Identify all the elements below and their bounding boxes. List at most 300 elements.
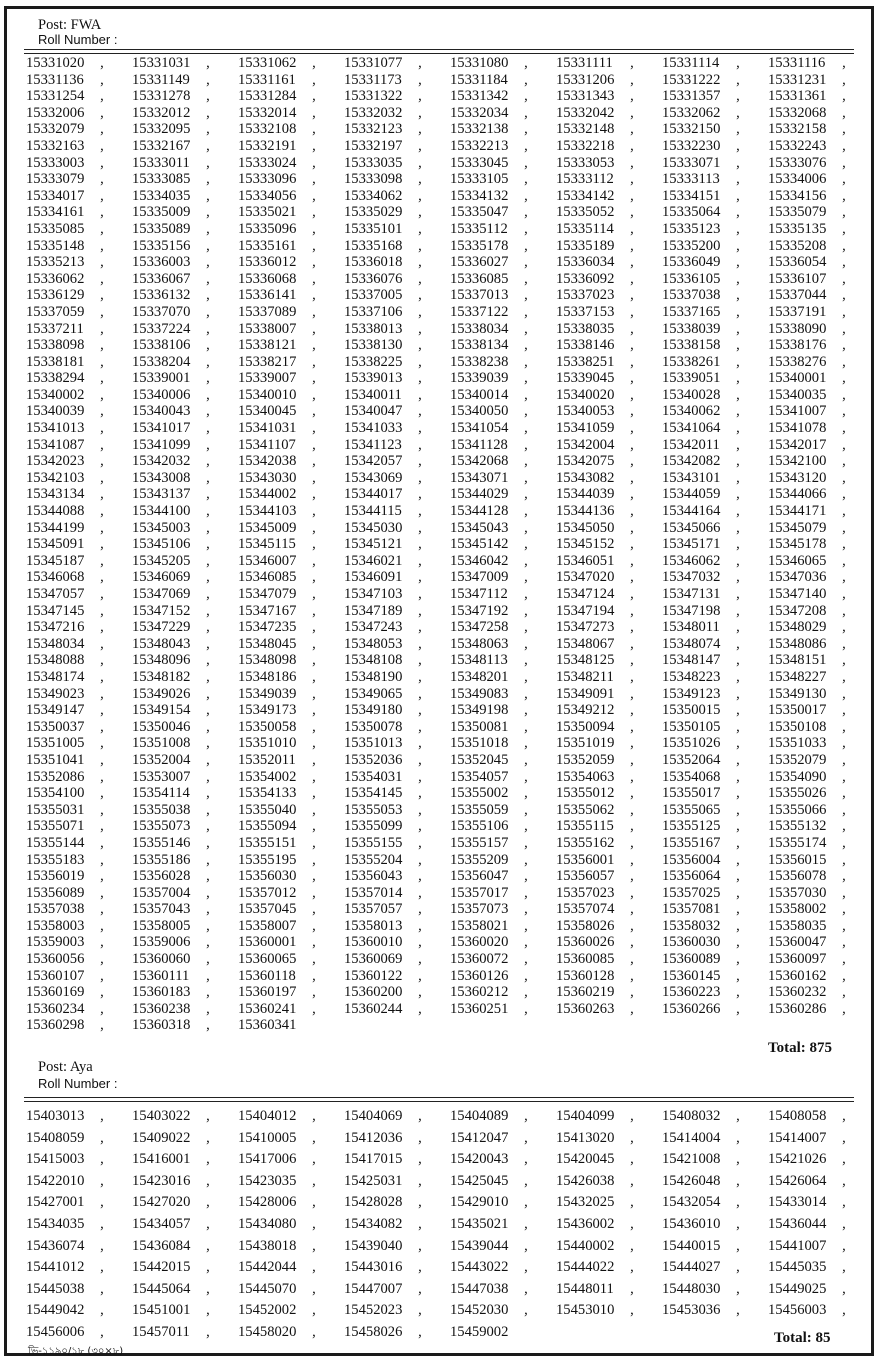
roll-number: 15343137 — [132, 486, 191, 503]
roll-number: 15360060 — [132, 951, 191, 968]
roll-number: 15442044 — [238, 1259, 297, 1276]
roll-number: 15348011 — [662, 619, 720, 636]
roll-row — [26, 802, 874, 819]
roll-number-cell — [556, 652, 662, 669]
roll-number-cell — [26, 968, 132, 985]
roll-number: 15352036 — [344, 751, 403, 768]
roll-number-cell — [450, 934, 556, 951]
roll-number-cell — [344, 619, 450, 636]
separator-comma: , — [630, 619, 634, 636]
roll-number: 15349154 — [132, 702, 191, 719]
roll-number: 15348113 — [450, 652, 508, 669]
roll-number: 15345205 — [132, 552, 191, 569]
roll-number-cell — [26, 105, 132, 122]
roll-number: 15349026 — [132, 685, 191, 702]
roll-number-cell — [132, 520, 238, 537]
roll-number: 15357025 — [662, 884, 721, 901]
roll-number-cell — [768, 735, 874, 752]
roll-row — [26, 72, 874, 89]
roll-number-cell — [132, 553, 238, 570]
separator-comma: , — [842, 751, 846, 768]
roll-number-cell — [768, 951, 874, 968]
separator-comma: , — [842, 652, 846, 669]
roll-number: 15360212 — [450, 984, 509, 1001]
roll-number: 15352086 — [26, 768, 85, 785]
post-title-aya: Post: Aya — [38, 1059, 93, 1075]
roll-number: 15333076 — [768, 154, 827, 171]
roll-row — [26, 254, 874, 271]
roll-number-cell — [26, 553, 132, 570]
roll-number: 15342075 — [556, 453, 615, 470]
separator-comma: , — [206, 602, 210, 619]
separator-comma: , — [842, 1108, 846, 1124]
roll-number: 15357057 — [344, 901, 403, 918]
roll-number: 15360089 — [662, 951, 721, 968]
roll-number: 15345187 — [26, 552, 85, 569]
roll-number-cell — [132, 88, 238, 105]
roll-number-cell — [26, 370, 132, 387]
roll-number-cell — [26, 486, 132, 503]
roll-number-cell — [450, 171, 556, 188]
roll-number: 15439040 — [344, 1237, 403, 1254]
roll-number: 15355066 — [768, 801, 827, 818]
separator-comma: , — [630, 602, 634, 619]
roll-number-cell — [26, 337, 132, 354]
roll-number: 15348074 — [662, 635, 721, 652]
roll-row — [26, 1001, 874, 1018]
separator-comma: , — [100, 569, 104, 586]
separator-comma: , — [312, 1302, 316, 1319]
roll-row — [26, 105, 874, 122]
roll-number-cell — [768, 72, 874, 89]
separator-comma: , — [100, 320, 104, 337]
roll-number: 15439044 — [450, 1237, 509, 1254]
separator-comma: , — [630, 1259, 634, 1276]
roll-number-cell — [238, 802, 344, 819]
roll-number: 15347235 — [238, 619, 297, 636]
roll-number: 15404069 — [344, 1108, 403, 1124]
roll-number-cell — [344, 453, 450, 470]
roll-number: 15445038 — [26, 1280, 85, 1297]
separator-comma: , — [736, 420, 740, 437]
separator-comma: , — [100, 154, 104, 171]
separator-comma: , — [206, 1237, 210, 1254]
roll-number: 15453036 — [662, 1302, 721, 1319]
separator-comma: , — [418, 320, 422, 337]
roll-number-cell — [450, 1171, 556, 1193]
separator-comma: , — [418, 370, 422, 387]
roll-number-cell — [556, 536, 662, 553]
separator-comma: , — [842, 171, 846, 188]
separator-comma: , — [736, 353, 740, 370]
separator-comma: , — [100, 386, 104, 403]
roll-number-cell — [662, 105, 768, 122]
roll-number: 15332062 — [662, 104, 721, 121]
roll-number: 15342017 — [768, 436, 827, 453]
roll-number-cell — [132, 1128, 238, 1150]
roll-number: 15355099 — [344, 818, 403, 835]
separator-comma: , — [524, 486, 528, 503]
roll-number-cell — [450, 420, 556, 437]
roll-number: 15409022 — [132, 1129, 191, 1146]
separator-comma: , — [736, 469, 740, 486]
roll-number-cell — [450, 901, 556, 918]
roll-number: 15436044 — [768, 1215, 827, 1232]
separator-comma: , — [524, 917, 528, 934]
roll-number: 15351041 — [26, 751, 85, 768]
roll-number-cell — [450, 437, 556, 454]
separator-comma: , — [524, 884, 528, 901]
roll-number: 15346021 — [344, 552, 403, 569]
separator-comma: , — [100, 868, 104, 885]
roll-number: 15355195 — [238, 851, 297, 868]
roll-number-cell — [132, 486, 238, 503]
roll-number: 15355002 — [450, 785, 509, 802]
separator-comma: , — [630, 171, 634, 188]
roll-number: 15335047 — [450, 204, 509, 221]
roll-number: 15347189 — [344, 602, 403, 619]
roll-number-cell — [132, 254, 238, 271]
roll-number: 15345043 — [450, 519, 509, 536]
roll-number: 15332006 — [26, 104, 85, 121]
roll-number: 15332095 — [132, 121, 191, 138]
separator-comma: , — [312, 337, 316, 354]
separator-comma: , — [842, 303, 846, 320]
separator-comma: , — [736, 370, 740, 387]
separator-comma: , — [842, 967, 846, 984]
roll-number-cell — [132, 652, 238, 669]
roll-number-cell — [662, 138, 768, 155]
roll-number: 15442015 — [132, 1259, 191, 1276]
separator-comma: , — [524, 586, 528, 602]
roll-number-cell — [768, 503, 874, 520]
roll-number-cell — [556, 686, 662, 703]
roll-number: 15360065 — [238, 951, 297, 968]
separator-comma: , — [736, 503, 740, 520]
separator-comma: , — [630, 884, 634, 901]
separator-comma: , — [418, 1259, 422, 1276]
roll-number-cell — [26, 470, 132, 487]
roll-number-cell — [662, 619, 768, 636]
roll-number: 15347152 — [132, 602, 191, 619]
separator-comma: , — [842, 818, 846, 835]
roll-number: 15356064 — [662, 868, 721, 885]
roll-number-cell — [238, 453, 344, 470]
roll-number: 15360107 — [26, 967, 85, 984]
roll-number-cell — [556, 868, 662, 885]
separator-comma: , — [206, 353, 210, 370]
roll-number: 15347103 — [344, 586, 403, 602]
roll-number: 15417015 — [344, 1151, 403, 1168]
separator-comma: , — [524, 735, 528, 752]
roll-number-cell — [238, 88, 344, 105]
roll-number-cell — [768, 1171, 874, 1193]
separator-comma: , — [206, 104, 210, 121]
separator-comma: , — [206, 1302, 210, 1319]
roll-number: 15449025 — [768, 1280, 827, 1297]
roll-number-cell — [450, 503, 556, 520]
roll-number-cell — [662, 553, 768, 570]
roll-number-cell — [26, 785, 132, 802]
roll-row — [26, 918, 874, 935]
roll-number-cell — [768, 669, 874, 686]
divider-line — [24, 53, 854, 54]
roll-number: 15453010 — [556, 1302, 615, 1319]
roll-number: 15417006 — [238, 1151, 297, 1168]
separator-comma: , — [100, 1302, 104, 1319]
roll-number: 15331342 — [450, 88, 509, 105]
roll-number: 15335213 — [26, 254, 85, 271]
roll-number-cell — [662, 669, 768, 686]
roll-number: 15349039 — [238, 685, 297, 702]
roll-number-cell — [768, 852, 874, 869]
roll-number-cell — [26, 204, 132, 221]
separator-comma: , — [100, 436, 104, 453]
roll-number-cell — [662, 1300, 768, 1322]
roll-number-cell — [556, 951, 662, 968]
roll-number: 15360111 — [132, 967, 190, 984]
roll-number: 15351018 — [450, 735, 509, 752]
roll-number-cell — [344, 1257, 450, 1279]
separator-comma: , — [312, 1172, 316, 1189]
roll-number: 15338276 — [768, 353, 827, 370]
roll-number: 15331278 — [132, 88, 191, 105]
roll-number: 15342032 — [132, 453, 191, 470]
roll-number: 15357030 — [768, 884, 827, 901]
roll-number: 15344059 — [662, 486, 721, 503]
roll-number: 15336012 — [238, 254, 297, 271]
separator-comma: , — [418, 519, 422, 536]
separator-comma: , — [100, 1108, 104, 1124]
roll-number: 15345142 — [450, 536, 509, 553]
roll-number-cell — [132, 536, 238, 553]
roll-number: 15358005 — [132, 917, 191, 934]
roll-number: 15338013 — [344, 320, 403, 337]
roll-number-cell — [662, 287, 768, 304]
roll-number-cell — [662, 702, 768, 719]
roll-number-cell — [768, 984, 874, 1001]
separator-comma: , — [524, 751, 528, 768]
roll-number-cell — [26, 1300, 132, 1322]
roll-number: 15426064 — [768, 1172, 827, 1189]
roll-number: 15347020 — [556, 569, 615, 586]
roll-number-cell — [344, 238, 450, 255]
separator-comma: , — [312, 320, 316, 337]
roll-number: 15342057 — [344, 453, 403, 470]
separator-comma: , — [312, 1280, 316, 1297]
roll-number-cell — [662, 752, 768, 769]
separator-comma: , — [524, 121, 528, 138]
roll-number-cell — [344, 868, 450, 885]
roll-number: 15331020 — [26, 55, 85, 71]
separator-comma: , — [418, 303, 422, 320]
separator-comma: , — [206, 851, 210, 868]
separator-comma: , — [630, 851, 634, 868]
separator-comma: , — [312, 1000, 316, 1017]
roll-number: 15337224 — [132, 320, 191, 337]
separator-comma: , — [100, 353, 104, 370]
roll-number-cell — [238, 885, 344, 902]
roll-number: 15339051 — [662, 370, 721, 387]
roll-number-cell — [768, 769, 874, 786]
separator-comma: , — [418, 1280, 422, 1297]
roll-number-cell — [344, 1322, 450, 1344]
roll-number-cell — [768, 702, 874, 719]
separator-comma: , — [842, 1237, 846, 1254]
roll-number-cell — [238, 321, 344, 338]
separator-comma: , — [524, 137, 528, 154]
separator-comma: , — [100, 1151, 104, 1168]
separator-comma: , — [312, 519, 316, 536]
roll-number-cell — [662, 901, 768, 918]
roll-number: 15344199 — [26, 519, 85, 536]
roll-number: 15349212 — [556, 702, 615, 719]
roll-number-cell — [768, 337, 874, 354]
separator-comma: , — [630, 237, 634, 254]
separator-comma: , — [630, 818, 634, 835]
roll-number-cell — [450, 271, 556, 288]
roll-number: 15331343 — [556, 88, 615, 105]
separator-comma: , — [842, 337, 846, 354]
roll-number-cell — [556, 370, 662, 387]
roll-number-cell — [556, 453, 662, 470]
roll-number-cell — [344, 354, 450, 371]
roll-number: 15334161 — [26, 204, 85, 221]
roll-number-cell — [662, 1257, 768, 1279]
roll-number: 15348088 — [26, 652, 85, 669]
roll-number-cell — [556, 918, 662, 935]
separator-comma: , — [312, 1237, 316, 1254]
roll-number: 15340028 — [662, 386, 721, 403]
roll-number-cell — [556, 486, 662, 503]
roll-number: 15340001 — [768, 370, 827, 387]
roll-number-cell — [662, 188, 768, 205]
separator-comma: , — [418, 785, 422, 802]
separator-comma: , — [418, 818, 422, 835]
separator-comma: , — [312, 386, 316, 403]
roll-number: 15331031 — [132, 55, 191, 71]
roll-number-cell — [238, 204, 344, 221]
roll-number-cell — [450, 1001, 556, 1018]
separator-comma: , — [524, 1280, 528, 1297]
roll-number: 15331077 — [344, 55, 403, 71]
roll-number: 15356078 — [768, 868, 827, 885]
separator-comma: , — [736, 1259, 740, 1276]
separator-comma: , — [312, 1151, 316, 1168]
roll-number-cell — [238, 287, 344, 304]
separator-comma: , — [206, 237, 210, 254]
roll-number: 15348029 — [768, 619, 827, 636]
separator-comma: , — [630, 702, 634, 719]
roll-number: 15345050 — [556, 519, 615, 536]
separator-comma: , — [736, 71, 740, 88]
roll-number: 15331080 — [450, 55, 509, 71]
roll-number-cell — [238, 354, 344, 371]
separator-comma: , — [206, 88, 210, 105]
roll-number-cell — [238, 271, 344, 288]
roll-row — [26, 271, 874, 288]
separator-comma: , — [842, 71, 846, 88]
separator-comma: , — [524, 453, 528, 470]
roll-number: 15358007 — [238, 917, 297, 934]
roll-number-cell — [662, 337, 768, 354]
roll-number-cell — [450, 1192, 556, 1214]
roll-number-cell — [556, 437, 662, 454]
separator-comma: , — [736, 88, 740, 105]
separator-comma: , — [842, 121, 846, 138]
roll-number: 15334056 — [238, 187, 297, 204]
roll-number: 15359006 — [132, 934, 191, 951]
separator-comma: , — [736, 1194, 740, 1211]
roll-number-cell — [556, 337, 662, 354]
roll-number-cell — [450, 72, 556, 89]
separator-comma: , — [206, 320, 210, 337]
roll-row — [26, 1128, 874, 1150]
roll-number-cell — [26, 387, 132, 404]
roll-number: 15347036 — [768, 569, 827, 586]
roll-number-cell — [132, 72, 238, 89]
roll-number: 15335064 — [662, 204, 721, 221]
roll-row — [26, 586, 874, 603]
roll-number: 15360001 — [238, 934, 297, 951]
roll-number: 15332191 — [238, 137, 297, 154]
separator-comma: , — [418, 254, 422, 271]
roll-row — [26, 752, 874, 769]
roll-number: 15360286 — [768, 1000, 827, 1017]
separator-comma: , — [206, 1280, 210, 1297]
roll-number: 15343008 — [132, 469, 191, 486]
roll-number: 15348098 — [238, 652, 297, 669]
separator-comma: , — [206, 1259, 210, 1276]
roll-number-cell — [132, 686, 238, 703]
roll-number-cell — [662, 1236, 768, 1258]
separator-comma: , — [100, 851, 104, 868]
separator-comma: , — [100, 801, 104, 818]
roll-number-cell — [26, 1279, 132, 1301]
separator-comma: , — [100, 1215, 104, 1232]
separator-comma: , — [418, 287, 422, 304]
separator-comma: , — [206, 469, 210, 486]
roll-number-cell — [662, 785, 768, 802]
roll-row — [26, 171, 874, 188]
roll-number-cell — [556, 470, 662, 487]
roll-row — [26, 420, 874, 437]
roll-number: 15358021 — [450, 917, 509, 934]
separator-comma: , — [418, 453, 422, 470]
separator-comma: , — [524, 370, 528, 387]
separator-comma: , — [524, 1237, 528, 1254]
roll-number: 15440015 — [662, 1237, 721, 1254]
roll-number-cell — [450, 55, 556, 72]
roll-number-cell — [344, 735, 450, 752]
separator-comma: , — [842, 635, 846, 652]
roll-number-cell — [26, 304, 132, 321]
roll-number-cell — [132, 453, 238, 470]
roll-number-cell — [556, 503, 662, 520]
separator-comma: , — [736, 55, 740, 71]
roll-number-cell — [450, 238, 556, 255]
roll-row — [26, 569, 874, 586]
separator-comma: , — [418, 353, 422, 370]
roll-row — [26, 1214, 874, 1236]
roll-number-cell — [238, 1279, 344, 1301]
roll-number: 15342103 — [26, 469, 85, 486]
separator-comma: , — [842, 901, 846, 918]
roll-number: 15360085 — [556, 951, 615, 968]
separator-comma: , — [736, 702, 740, 719]
roll-number: 15348174 — [26, 668, 85, 685]
separator-comma: , — [206, 1108, 210, 1124]
